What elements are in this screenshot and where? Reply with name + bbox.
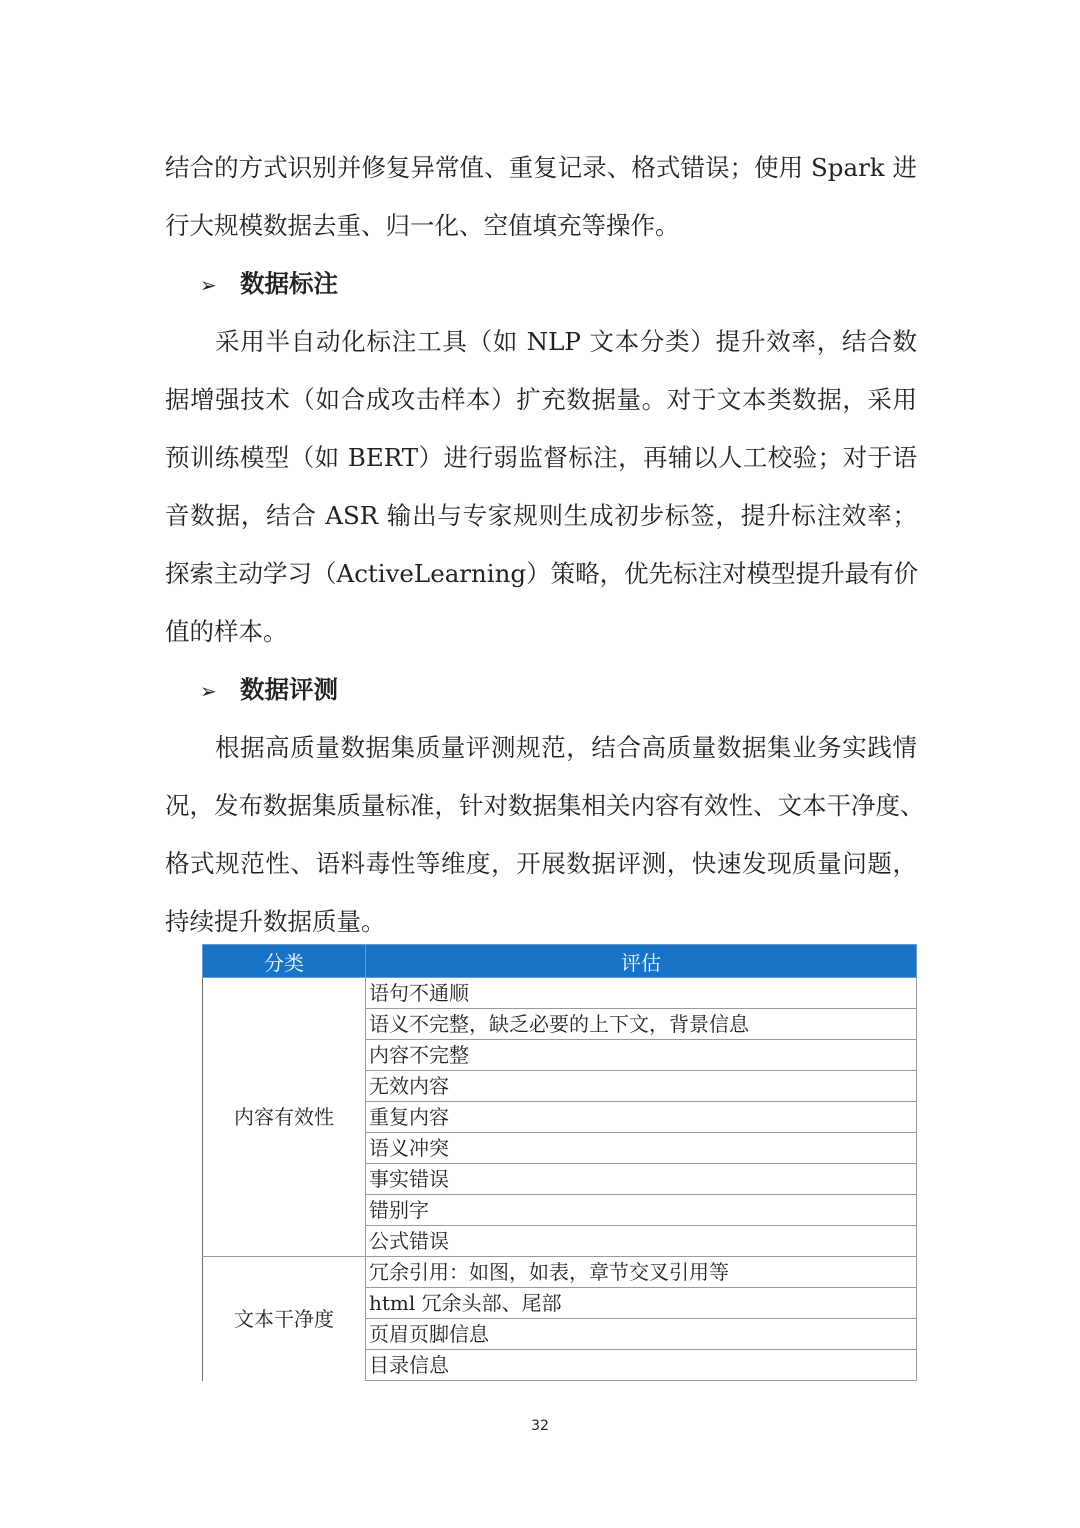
- table-row: [203, 978, 917, 1009]
- evaluation-cell: 页眉页脚信息: [366, 1319, 917, 1350]
- evaluation-cell: 错别字: [366, 1195, 917, 1226]
- evaluation-cell: 事实错误: [366, 1164, 917, 1195]
- evaluation-cell: html 冗余头部、尾部: [366, 1288, 917, 1319]
- evaluation-cell: 冗余引用：如图，如表，章节交叉引用等: [366, 1257, 917, 1288]
- heading-text: 数据标注: [240, 269, 338, 298]
- paragraph-line: 格式规范性、语料毒性等维度，开展数据评测，快速发现质量问题，: [165, 849, 917, 878]
- paragraph-line: 预训练模型（如 BERT）进行弱监督标注，再辅以人工校验；对于语: [165, 443, 917, 472]
- paragraph-line: 行大规模数据去重、归一化、空值填充等操作。: [165, 211, 680, 240]
- evaluation-cell: 目录信息: [366, 1350, 917, 1381]
- paragraph-line: 持续提升数据质量。: [165, 907, 386, 936]
- paragraph-line: 结合的方式识别并修复异常值、重复记录、格式错误；使用 Spark 进: [165, 153, 917, 182]
- evaluation-cell: 无效内容: [366, 1071, 917, 1102]
- header-evaluation: 评估: [366, 945, 917, 978]
- evaluation-cell: 重复内容: [366, 1102, 917, 1133]
- category-cell: 内容有效性: [203, 978, 366, 1257]
- paragraph-line: 根据高质量数据集质量评测规范，结合高质量数据集业务实践情: [215, 733, 917, 762]
- section-heading-annotation: [200, 268, 338, 301]
- table-row: [203, 1257, 917, 1288]
- paragraph-line: 音数据，结合 ASR 输出与专家规则生成初步标签，提升标注效率；: [165, 501, 917, 530]
- table-header-row: [203, 945, 917, 978]
- paragraph-line: 据增强技术（如合成攻击样本）扩充数据量。对于文本类数据，采用: [165, 385, 917, 414]
- category-cell: 文本干净度: [203, 1257, 366, 1381]
- arrow-bullet-icon: ➢: [200, 679, 217, 703]
- paragraph-line: 探索主动学习（ActiveLearning）策略，优先标注对模型提升最有价: [165, 559, 919, 588]
- section-heading-evaluation: [200, 674, 338, 707]
- header-category: 分类: [203, 945, 366, 978]
- arrow-bullet-icon: ➢: [200, 273, 217, 297]
- quality-evaluation-table: [202, 944, 917, 1381]
- paragraph-line: 采用半自动化标注工具（如 NLP 文本分类）提升效率，结合数: [215, 327, 917, 356]
- evaluation-cell: 语义不完整，缺乏必要的上下文，背景信息: [366, 1009, 917, 1040]
- evaluation-cell: 语义冲突: [366, 1133, 917, 1164]
- paragraph-line: 值的样本。: [165, 617, 288, 646]
- heading-text: 数据评测: [240, 675, 338, 704]
- paragraph-line: 况，发布数据集质量标准，针对数据集相关内容有效性、文本干净度、: [165, 791, 925, 820]
- evaluation-cell: 内容不完整: [366, 1040, 917, 1071]
- page-number: 32: [531, 1418, 549, 1434]
- evaluation-cell: 公式错误: [366, 1226, 917, 1257]
- evaluation-cell: 语句不通顺: [366, 978, 917, 1009]
